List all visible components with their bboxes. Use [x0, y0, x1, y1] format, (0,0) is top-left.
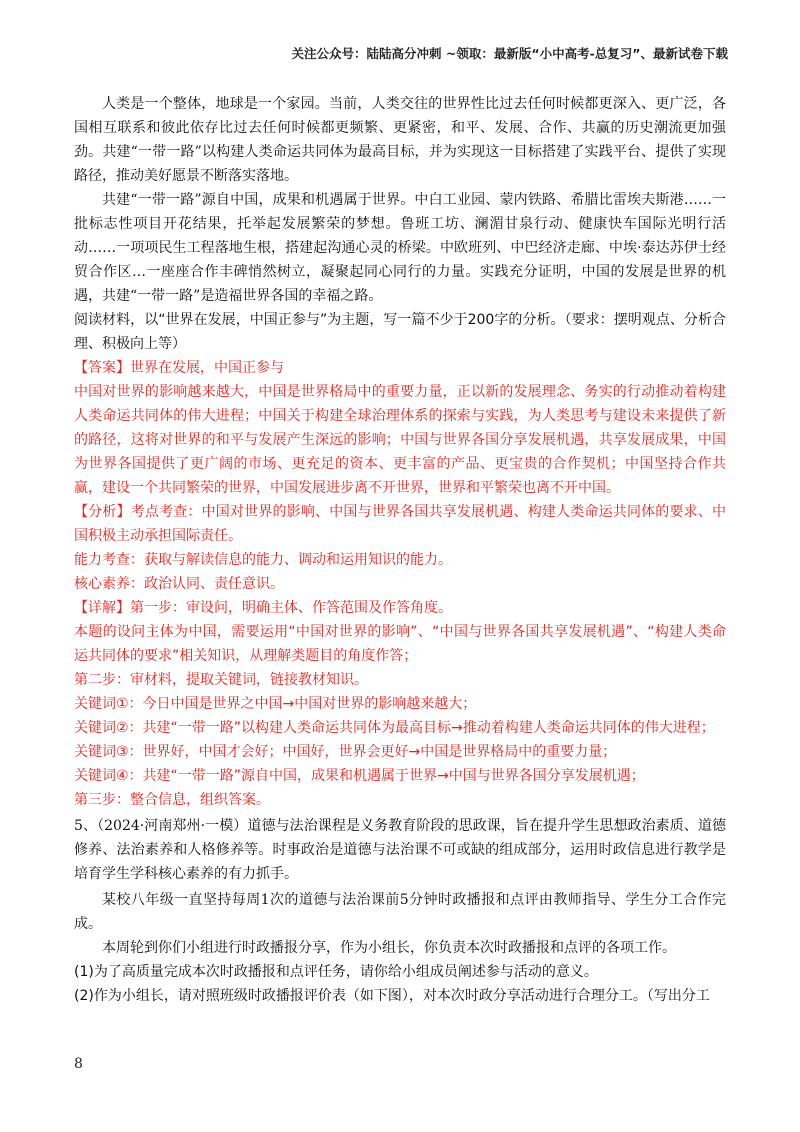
answer-title-line	[74, 356, 726, 380]
answer-title: 世界在发展，中国正参与	[130, 360, 284, 376]
detail-step2: 第二步：审材料，提取关键词，链接教材知识。	[74, 672, 368, 688]
detail-tag: 【详解】	[74, 600, 130, 616]
material-paragraph-1: 人类是一个整体，地球是一个家园。当前，人类交往的世界性比过去任何时候都更深入、更广泛，各国相互联系和彼此依存比过去任何时候都更频繁、更紧密，和平、发展、合作、共赢的历史潮流更加强劲。共建“一带一路”以构建人类命运共同体为最高目标，并为实现这一目标搭建了实践平台、提供了实现路径，推动美好愿景不断落实落地。	[74, 96, 726, 184]
question-5-sub-1: (1)为了高质量完成本次时政播报和点评任务，请你给小组成员阐述参与活动的意义。	[74, 964, 598, 980]
analysis-nengli: 能力考查：获取与解读信息的能力、调动和运用知识的能力。	[74, 552, 452, 568]
page-number: 8	[74, 1056, 83, 1072]
page-header: 关注公众号：陆陆高分冲刺 ~领取：最新版“小中高考-总复习”、最新试卷下载	[291, 46, 728, 61]
analysis-kaodian	[74, 500, 726, 548]
detail-step1-body: 本题的设问主体为中国，需要运用“中国对世界的影响”、“中国与世界各国共享发展机遇”、“构建人类命运共同体的要求”相关知识，从理解类题目的角度作答；	[74, 624, 726, 664]
detail-keyword-1: 关键词①：今日中国是世界之中国→中国对世界的影响越来越大；	[74, 696, 477, 712]
detail-step1	[74, 596, 726, 620]
analysis-suyang: 核心素养：政治认同、责任意识。	[74, 576, 284, 592]
question-5-paragraph-2: 某校八年级一直坚持每周1次的道德与法治课前5分钟时政播报和点评由教师指导、学生分工合作完成。	[74, 892, 726, 932]
answer-tag: 【答案】	[74, 360, 130, 376]
document-body	[74, 92, 726, 1008]
analysis-tag: 【分析】	[74, 504, 131, 520]
detail-keyword-3: 关键词③：世界好，中国才会好；中国好，世界会更好→中国是世界格局中的重要力量；	[74, 744, 617, 760]
detail-step3: 第三步：整合信息，组织答案。	[74, 792, 270, 808]
detail-step1-text: 第一步：审设问，明确主体、作答范围及作答角度。	[130, 600, 452, 616]
question-text: 阅读材料，以“世界在发展，中国正参与”为主题，写一篇不少于200字的分析。（要求：摆明观点、分析合理、积极向上等）	[74, 312, 726, 352]
question-5-paragraph-3: 本周轮到你们小组进行时政播报分享，作为小组长，你负责本次时政播报和点评的各项工作。	[102, 940, 676, 956]
detail-keyword-4: 关键词④：共建“一带一路”源自中国，成果和机遇属于世界→中国与世界各国分享发展机遇；	[74, 768, 645, 784]
detail-keyword-2: 关键词②：共建“一带一路”以构建人类命运共同体为最高目标→推动着构建人类命运共同体的伟大进程；	[74, 720, 715, 736]
analysis-kaodian-text: 考点考查：中国对世界的影响、中国与世界各国共享发展机遇、构建人类命运共同体的要求、中国积极主动承担国际责任。	[74, 504, 727, 544]
question-5-intro: 5、（2024·河南郑州·一模）道德与法治课程是义务教育阶段的思政课，旨在提升学生思想政治素质、道德修养、法治素养和人格修养等。时事政治是道德与法治课不可或缺的组成部分，运用时政信息进行教学是培育学生学科核心素养的有力抓手。	[74, 818, 726, 882]
question-5-sub-2: (2)作为小组长，请对照班级时政播报评价表（如下图），对本次时政分享活动进行合理分工。（写出分工	[74, 988, 710, 1004]
material-paragraph-2: 共建“一带一路”源自中国，成果和机遇属于世界。中白工业园、蒙内铁路、希腊比雷埃夫斯港……一批标志性项目开花结果，托举起发展繁荣的梦想。鲁班工坊、澜湄甘泉行动、健康快车国际光明行活动……一项项民生工程落地生根，搭建起沟通心灵的桥梁。中欧班列、中巴经济走廊、中埃·泰达苏伊士经贸合作区…一座座合作丰碑悄然树立，凝聚起同心同行的力量。实践充分证明，中国的发展是世界的机遇，共建“一带一路”是造福世界各国的幸福之路。	[74, 192, 726, 304]
answer-body: 中国对世界的影响越来越大，中国是世界格局中的重要力量，正以新的发展理念、务实的行动推动着构建人类命运共同体的伟大进程；中国关于构建全球治理体系的探索与实践，为人类思考与建设未来提供了新的路径，这将对世界的和平与发展产生深远的影响；中国与世界各国分享发展机遇，共享发展成果，中国为世界各国提供了更广阔的市场、更充足的资本、更丰富的产品、更宝贵的合作契机；中国坚持合作共赢，建设一个共同繁荣的世界，中国发展进步离不开世界，世界和平繁荣也离不开中国。	[74, 384, 726, 496]
